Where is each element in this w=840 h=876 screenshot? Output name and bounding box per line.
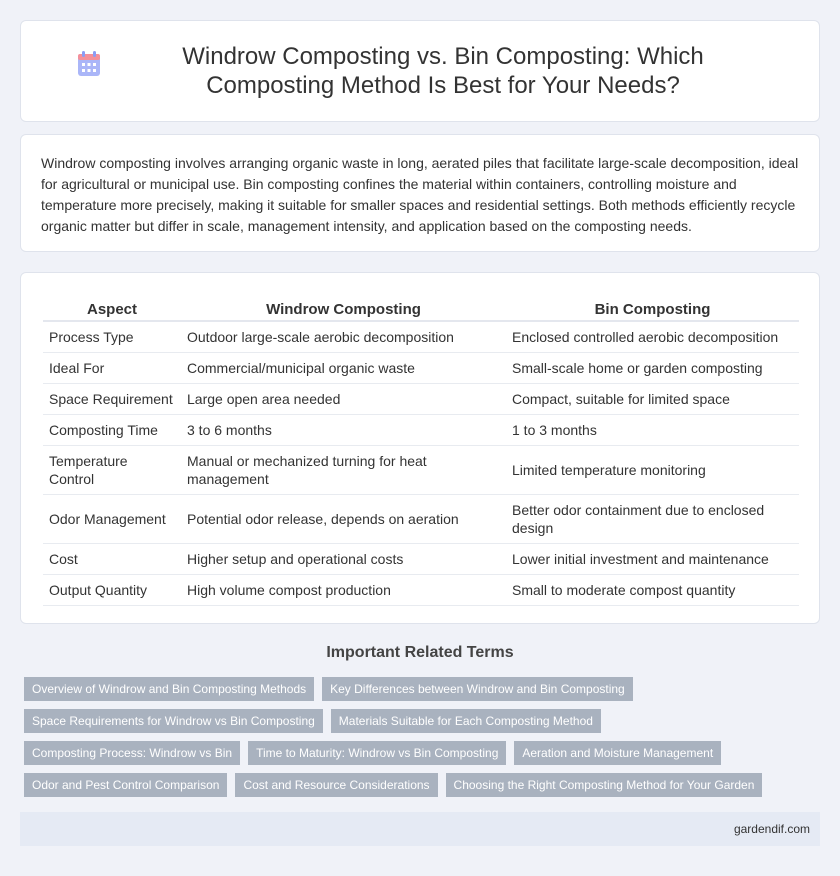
column-header-aspect: Aspect	[43, 297, 181, 322]
table-cell: Large open area needed	[181, 384, 506, 415]
footer	[20, 812, 820, 846]
comparison-table-card	[20, 272, 820, 624]
related-term-link[interactable]: Space Requirements for Windrow vs Bin Composting	[24, 709, 323, 733]
column-header-windrow: Windrow Composting	[181, 297, 506, 322]
related-term-link[interactable]: Key Differences between Windrow and Bin Composting	[322, 677, 633, 701]
related-term-link[interactable]: Composting Process: Windrow vs Bin	[24, 741, 240, 765]
calendar-icon	[77, 51, 101, 77]
table-cell: Composting Time	[43, 415, 181, 446]
table-row	[43, 384, 799, 415]
table-cell: Commercial/municipal organic waste	[181, 353, 506, 384]
intro-paragraph: Windrow composting involves arranging organic waste in long, aerated piles that facilitate large-scale decomposition, ideal for agricultural or municipal use. Bin composting confines the material within containers, controlling moisture and temperature more precisely, making it suitable for smaller spaces and residential settings. Both methods efficiently recycle organic matter but differ in scale, management intensity, and application based on the composting needs.	[41, 155, 799, 234]
table-cell: Enclosed controlled aerobic decomposition	[506, 322, 799, 353]
related-term-link[interactable]: Overview of Windrow and Bin Composting Methods	[24, 677, 314, 701]
table-cell: Small-scale home or garden composting	[506, 353, 799, 384]
table-cell: Output Quantity	[43, 575, 181, 606]
table-row	[43, 415, 799, 446]
table-header-row	[43, 297, 799, 322]
table-cell: Process Type	[43, 322, 181, 353]
related-term-link[interactable]: Odor and Pest Control Comparison	[24, 773, 227, 797]
table-cell: Potential odor release, depends on aeration	[181, 495, 506, 544]
table-cell: Higher setup and operational costs	[181, 544, 506, 575]
table-cell: Lower initial investment and maintenance	[506, 544, 799, 575]
table-cell: 3 to 6 months	[181, 415, 506, 446]
table-cell: High volume compost production	[181, 575, 506, 606]
related-terms-heading: Important Related Terms	[326, 644, 514, 661]
table-cell: Small to moderate compost quantity	[506, 575, 799, 606]
table-cell: Compact, suitable for limited space	[506, 384, 799, 415]
table-row	[43, 495, 799, 544]
table-cell: Odor Management	[43, 495, 181, 544]
table-row	[43, 446, 799, 495]
table-cell: Manual or mechanized turning for heat management	[181, 446, 506, 495]
related-terms-list	[24, 677, 824, 805]
table-cell: Cost	[43, 544, 181, 575]
related-term-link[interactable]: Time to Maturity: Windrow vs Bin Composting	[248, 741, 506, 765]
table-row	[43, 322, 799, 353]
table-cell: 1 to 3 months	[506, 415, 799, 446]
intro-card	[20, 134, 820, 252]
related-term-link[interactable]: Cost and Resource Considerations	[235, 773, 437, 797]
footer-site-name: gardendif.com	[733, 822, 810, 836]
page-title: Windrow Composting vs. Bin Composting: Which Composting Method Is Best for Your Needs?	[182, 43, 704, 99]
table-row	[43, 353, 799, 384]
table-row	[43, 575, 799, 606]
table-cell: Better odor containment due to enclosed design	[506, 495, 799, 544]
table-cell: Space Requirement	[43, 384, 181, 415]
table-cell: Ideal For	[43, 353, 181, 384]
table-cell: Outdoor large-scale aerobic decomposition	[181, 322, 506, 353]
column-header-bin: Bin Composting	[506, 297, 799, 322]
table-row	[43, 544, 799, 575]
related-term-link[interactable]: Aeration and Moisture Management	[514, 741, 721, 765]
table-cell: Limited temperature monitoring	[506, 446, 799, 495]
related-term-link[interactable]: Choosing the Right Composting Method for Your Garden	[446, 773, 763, 797]
related-term-link[interactable]: Materials Suitable for Each Composting Method	[331, 709, 601, 733]
comparison-table	[43, 297, 799, 606]
title-card	[20, 20, 820, 122]
table-cell: Temperature Control	[43, 446, 181, 495]
